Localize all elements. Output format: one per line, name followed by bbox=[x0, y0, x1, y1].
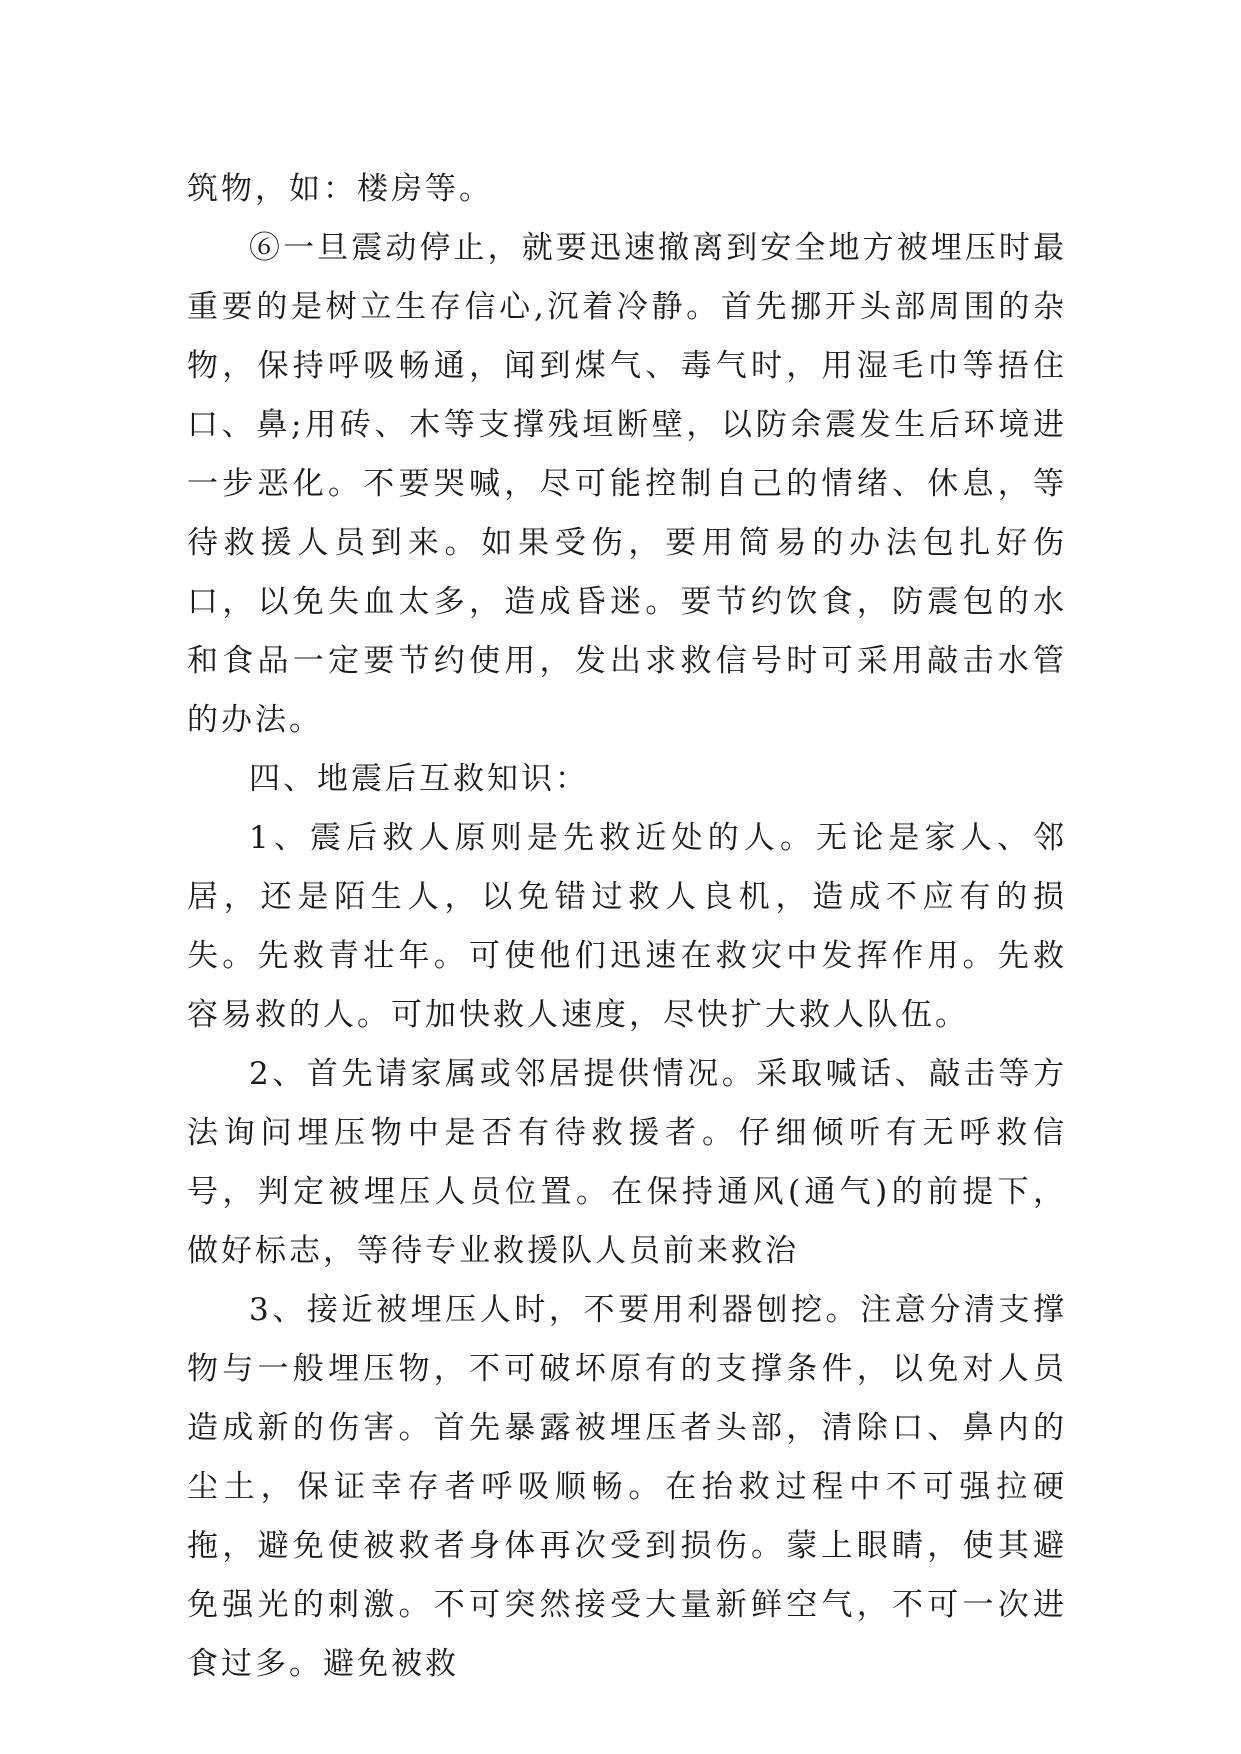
paragraph-locate-victims: 2、首先请家属或邻居提供情况。采取喊话、敲击等方法询问埋压物中是否有待救援者。仔细倾听有无呼救信号，判定被埋压人员位置。在保持通风(通气)的前提下，做好标志，等待专业救援队人员前来救治 bbox=[187, 1056, 1067, 1269]
paragraph-approach-victims: 3、接近被埋压人时，不要用利器刨挖。注意分清支撑物与一般埋压物，不可破坏原有的支撑条件，以免对人员造成新的伤害。首先暴露被埋压者头部，清除口、鼻内的尘土，保证幸存者呼吸顺畅。在抬救过程中不可强拉硬拖，避免使被救者身体再次受到损伤。蒙上眼睛，使其避免强光的刺激。不可突然接受大量新鲜空气，不可一次进食过多。避免被救 bbox=[187, 1292, 1067, 1682]
document-body bbox=[187, 160, 1067, 1694]
paragraph-trapped-self-rescue: ⑥一旦震动停止，就要迅速撤离到安全地方被埋压时最重要的是树立生存信心,沉着冷静。首先挪开头部周围的杂物，保持呼吸畅通，闻到煤气、毒气时，用湿毛巾等捂住口、鼻;用砖、木等支撑残垣断壁，以防余震发生后环境进一步恶化。不要哭喊，尽可能控制自己的情绪、休息，等待救援人员到来。如果受伤，要用简易的办法包扎好伤口，以免失血太多，造成昏迷。要节约饮食，防震包的水和食品一定要节约使用，发出求救信号时可采用敲击水管的办法。 bbox=[187, 230, 1067, 738]
paragraph-rescue-principle: 1、震后救人原则是先救近处的人。无论是家人、邻居，还是陌生人，以免错过救人良机，造成不应有的损失。先救青壮年。可使他们迅速在救灾中发挥作用。先救容易救的人。可加快救人速度，尽快扩大救人队伍。 bbox=[187, 820, 1067, 1033]
section-heading-mutual-rescue: 四、地震后互救知识： bbox=[249, 761, 589, 797]
paragraph-continuation: 筑物，如：楼房等。 bbox=[187, 171, 493, 207]
